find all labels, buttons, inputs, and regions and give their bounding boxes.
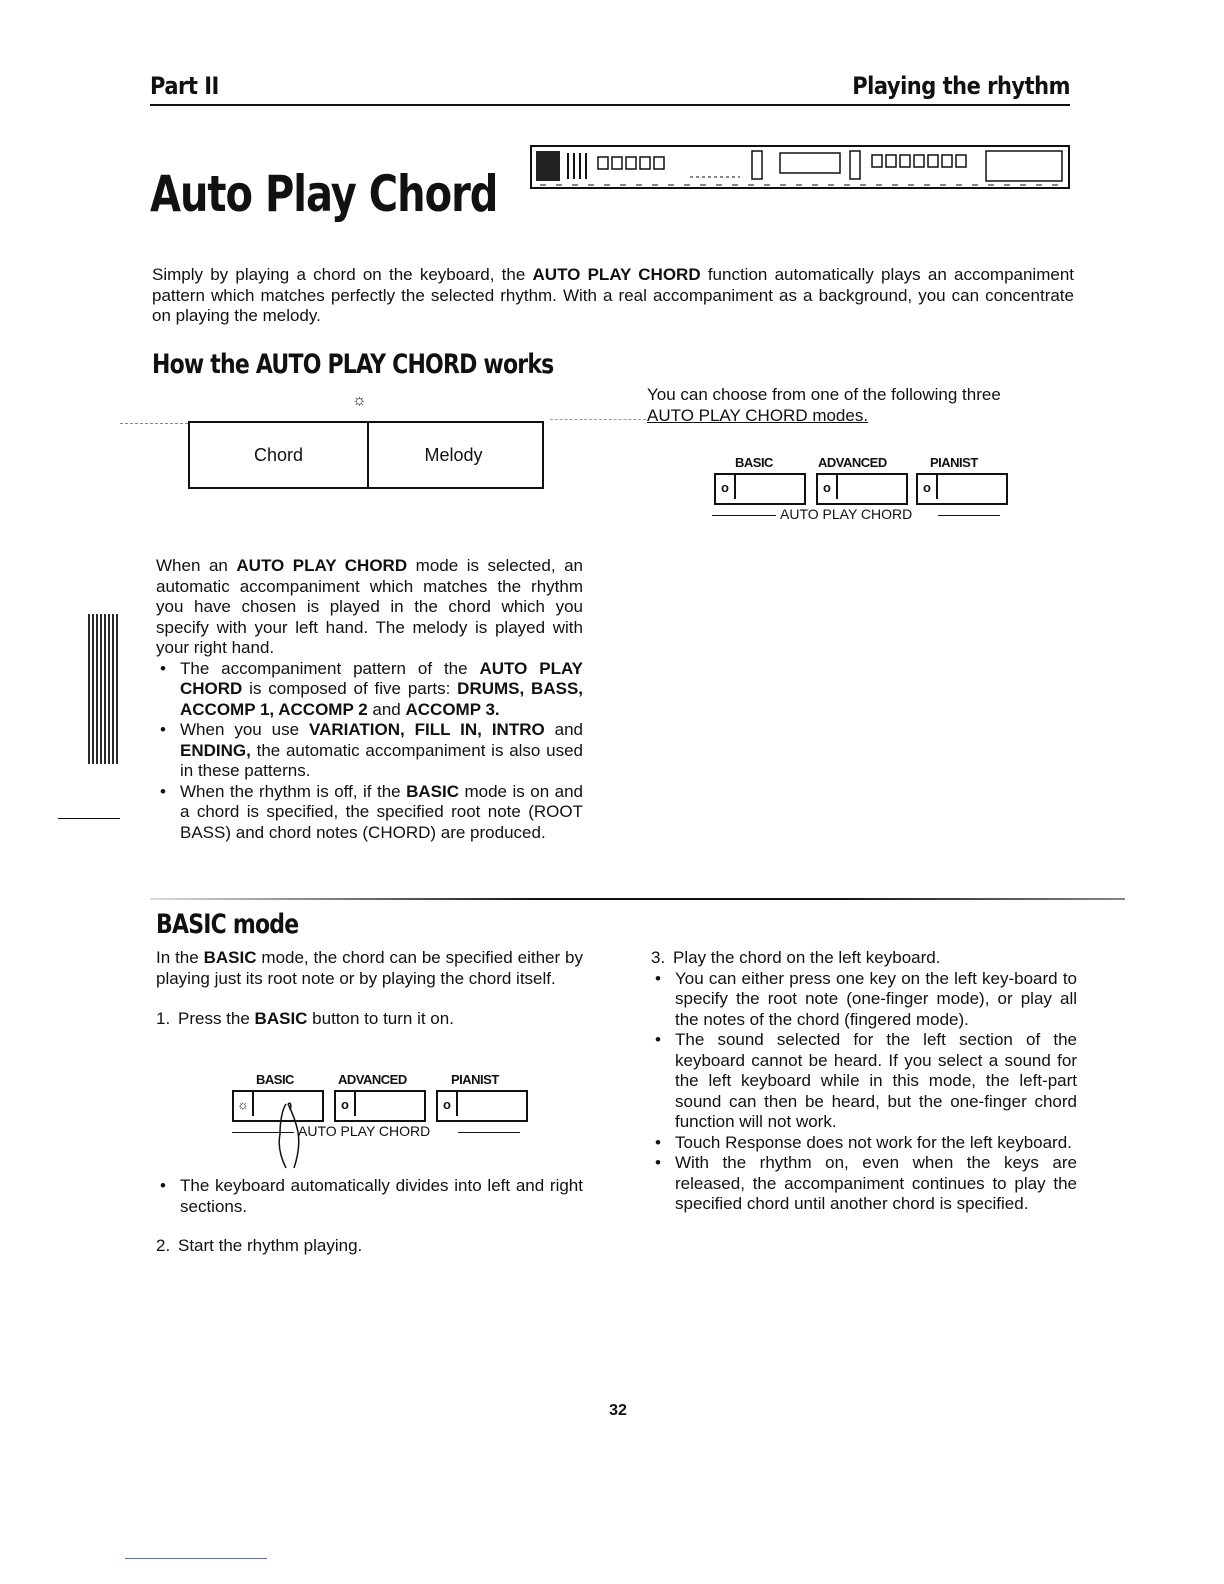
pianist-led-2: o <box>438 1092 458 1116</box>
footer-rule <box>125 1558 267 1559</box>
modes-intro: You can choose from one of the following three AUTO PLAY CHORD modes. <box>647 385 1001 425</box>
keyboard-melody-section: Melody <box>365 421 544 489</box>
advanced-led: o <box>818 475 838 499</box>
basic-heading: BASIC mode <box>156 910 299 940</box>
divider <box>550 419 646 421</box>
header-rule <box>150 104 1070 106</box>
pianist-button[interactable] <box>916 473 1008 505</box>
basic-label-2: BASIC <box>256 1072 294 1087</box>
header-section: Playing the rhythm <box>852 72 1070 100</box>
how-heading: How the AUTO PLAY CHORD works <box>152 350 554 380</box>
divider <box>938 515 1000 516</box>
basic-right-column: 3. Play the chord on the left keyboard. • You can either press one key on the left key-board to specify the root note (one-finger mode), or play all the notes of the chord (fingered mode). • The sound selected for the left section of the keyboard cannot be heard. If you select a sound for the left keyboard while in this mode, the left-part sound can then be heard, but the one-finger chord function will not work. • Touch Response does not work for the left keyboard. • With the rhythm on, even when the keys are released, the accompaniment continues to play the specified chord until another chord is specified. <box>651 948 1077 1215</box>
divider <box>120 423 188 425</box>
divider <box>712 515 776 516</box>
pianist-label-2: PIANIST <box>451 1072 499 1087</box>
pianist-led: o <box>918 475 938 499</box>
basic-left-column-2: • The keyboard automatically divides into left and right sections. 2. Start the rhythm playing. <box>156 1176 583 1257</box>
advanced-button-2[interactable] <box>334 1090 426 1122</box>
divider <box>458 1132 520 1133</box>
pianist-button-2[interactable] <box>436 1090 528 1122</box>
advanced-button[interactable] <box>816 473 908 505</box>
pointing-hand-icon <box>268 1100 308 1172</box>
how-description: When an AUTO PLAY CHORD mode is selected, an automatic accompaniment which matches the rhythm you have chosen is played in the chord which you specify with your left hand. The melody is played with your right hand. • The accompaniment pattern of the AUTO PLAY CHORD is composed of five parts: DRUMS, BASS, ACCOMP 1, ACCOMP 2 and ACCOMP 3. • When you use VARIATION, FILL IN, INTRO and ENDING, the automatic accompaniment is also used in these patterns. • When the rhythm is off, if the BASIC mode is on and a chord is specified, the specified root note (ROOT BASS) and chord notes (CHORD) are produced. <box>156 556 583 843</box>
page-number: 32 <box>609 1402 627 1419</box>
basic-label: BASIC <box>735 455 773 470</box>
basic-left-column: In the BASIC mode, the chord can be specified either by playing just its root note or by playing the chord itself. 1. Press the BASIC button to turn it on. <box>156 948 583 1028</box>
pianist-label: PIANIST <box>930 455 978 470</box>
auto-play-chord-label-2: AUTO PLAY CHORD <box>298 1123 431 1139</box>
intro-paragraph: Simply by playing a chord on the keyboard, the AUTO PLAY CHORD function automatically plays an accompaniment pattern which matches perfectly the selected rhythm. With a real accompaniment as a background, you can concentrate on playing the melody. <box>152 265 1075 325</box>
basic-led: o <box>716 475 736 499</box>
section-divider <box>150 898 1125 900</box>
index-tab-mark <box>88 614 118 764</box>
control-panel-illustration <box>530 145 1070 189</box>
split-point-icon: ☼ <box>352 392 367 409</box>
margin-rule <box>58 818 120 819</box>
advanced-led-2: o <box>336 1092 356 1116</box>
basic-button[interactable] <box>714 473 806 505</box>
header-part: Part II <box>150 72 219 100</box>
auto-play-chord-label: AUTO PLAY CHORD <box>780 506 913 522</box>
advanced-label-2: ADVANCED <box>338 1072 407 1087</box>
advanced-label: ADVANCED <box>818 455 887 470</box>
basic-led-on: ☼ <box>234 1092 254 1116</box>
page-title: Auto Play Chord <box>150 166 498 224</box>
keyboard-chord-section: Chord <box>188 421 369 489</box>
